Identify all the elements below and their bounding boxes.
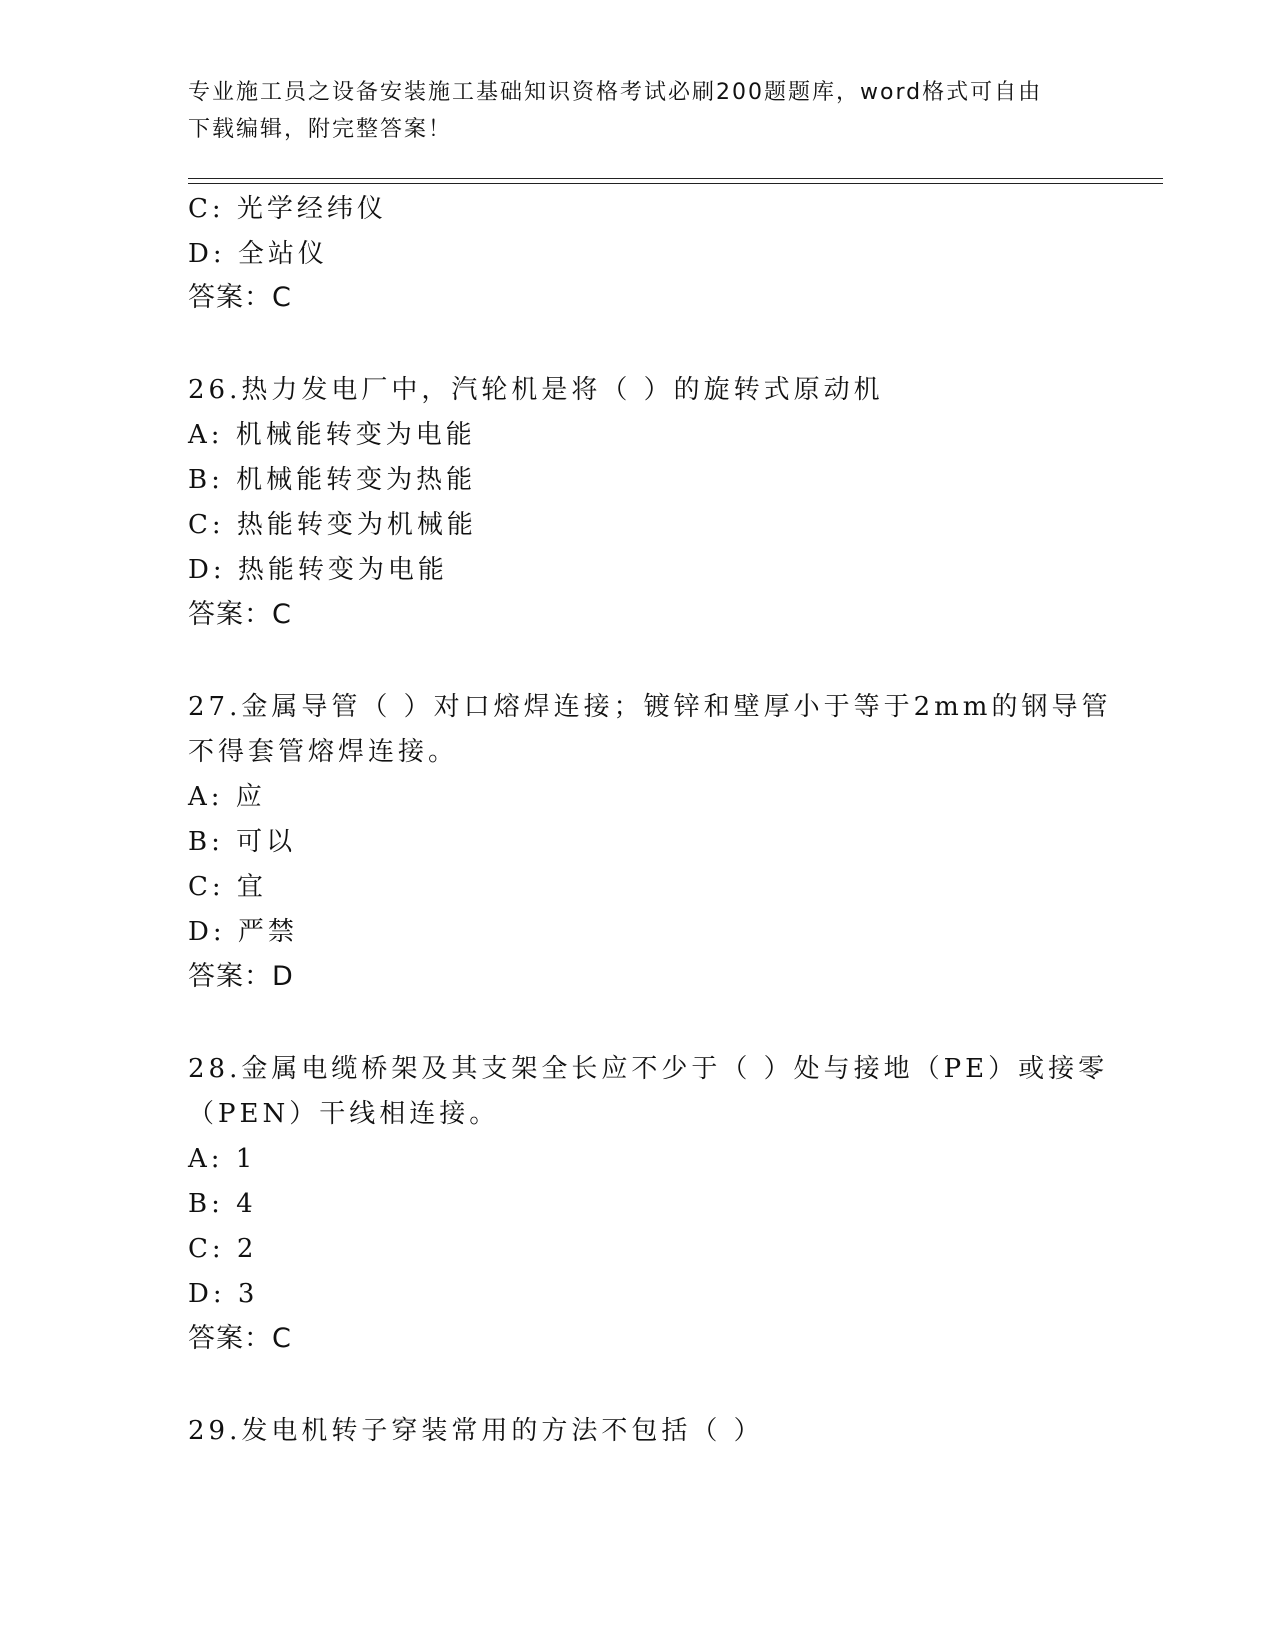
q28-option-d: D: 3 bbox=[188, 1279, 259, 1309]
q26-stem: 26.热力发电厂中，汽轮机是将（ ）的旋转式原动机 bbox=[188, 375, 884, 405]
q26-option-d: D: 热能转变为电能 bbox=[188, 555, 448, 585]
q28-stem-line-1: 28.金属电缆桥架及其支架全长应不少于（ ）处与接地（PE）或接零 bbox=[188, 1054, 1109, 1084]
header-divider-bottom bbox=[188, 183, 1163, 184]
q27-answer: 答案：D bbox=[188, 961, 294, 992]
q26-option-c: C: 热能转变为机械能 bbox=[188, 510, 477, 540]
q27-option-d: D: 严禁 bbox=[188, 917, 298, 947]
q27-option-a: A: 应 bbox=[188, 782, 266, 812]
q25-option-d: D: 全站仪 bbox=[188, 239, 328, 269]
q28-answer: 答案：C bbox=[188, 1323, 292, 1354]
q28-option-a: A: 1 bbox=[188, 1144, 257, 1174]
q29-stem: 29.发电机转子穿装常用的方法不包括（ ） bbox=[188, 1416, 764, 1446]
q25-answer: 答案：C bbox=[188, 282, 292, 313]
q26-answer: 答案：C bbox=[188, 599, 292, 630]
q27-stem-line-1: 27.金属导管（ ）对口熔焊连接；镀锌和壁厚小于等于2mm的钢导管 bbox=[188, 692, 1112, 722]
q25-option-c: C: 光学经纬仪 bbox=[188, 194, 387, 224]
q26-option-a: A: 机械能转变为电能 bbox=[188, 420, 476, 450]
header-line-1: 专业施工员之设备安装施工基础知识资格考试必刷200题题库，word格式可自由 bbox=[188, 80, 1043, 105]
q27-option-c: C: 宜 bbox=[188, 872, 267, 902]
q28-option-c: C: 2 bbox=[188, 1234, 258, 1264]
q26-option-b: B: 机械能转变为热能 bbox=[188, 465, 477, 495]
document-header bbox=[188, 74, 1088, 148]
q27-option-b: B: 可以 bbox=[188, 827, 297, 857]
header-line-2: 下载编辑，附完整答案！ bbox=[188, 117, 453, 142]
header-divider-top bbox=[188, 178, 1163, 179]
q28-option-b: B: 4 bbox=[188, 1189, 257, 1219]
q28-stem-line-2: （PEN）干线相连接。 bbox=[188, 1099, 500, 1129]
q27-stem-line-2: 不得套管熔焊连接。 bbox=[188, 737, 459, 767]
